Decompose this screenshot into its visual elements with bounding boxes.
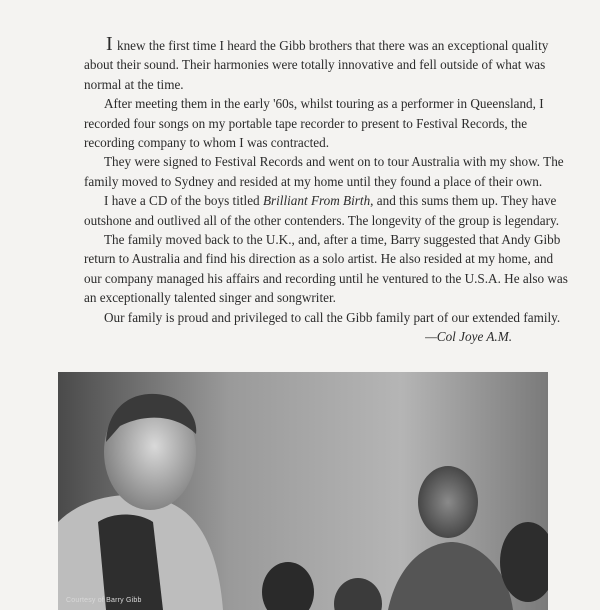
testimonial-text (84, 33, 574, 347)
photo-credit: Courtesy of Barry Gibb (66, 597, 142, 604)
photo-illustration (58, 372, 548, 610)
black-and-white-photo (58, 372, 548, 610)
shirt-shape (98, 515, 163, 610)
paragraph-1 (84, 33, 574, 94)
paragraph-4 (84, 191, 574, 230)
background-person-head (418, 466, 478, 538)
cd-title: Brilliant From Birth (262, 193, 371, 209)
drop-cap: I (106, 33, 114, 55)
paragraph-6: Our family is proud and privileged to call the Gibb family part of our extended family. (104, 309, 561, 325)
paragraph-2: After meeting them in the early '60s, whilst touring as a performer in Queensland, I recorded four songs on my portable tape recorder to present to Festival Records, the recording company to whom I was contracted. (84, 96, 544, 151)
author-signature: —Col Joye A.M. (425, 329, 512, 345)
paragraph-4-lead: I have a CD of the boys titled (104, 193, 263, 209)
paragraph-4-tail: , and this sums them up. They have outshone and outlived all of the other contenders. The longevity of the group is legendary. (84, 193, 559, 228)
paragraph-5: The family moved back to the U.K., and, after a time, Barry suggested that Andy Gibb return to Australia and find his direction as a solo artist. He also resided at my home, and our company managed his affairs and recording until he ventured to the U.S.A. He also was an exceptionally talented singer and songwriter. (84, 232, 568, 306)
paragraph-1-text: knew the first time I heard the Gibb brothers that there was an exceptional quality about their sound. Their harmonies were totally innovative and fell outside of what was normal at the time. (84, 38, 549, 92)
paragraph-3: They were signed to Festival Records and went on to tour Australia with my show. The family moved to Sydney and resided at my home until they found a place of their own. (84, 154, 564, 189)
